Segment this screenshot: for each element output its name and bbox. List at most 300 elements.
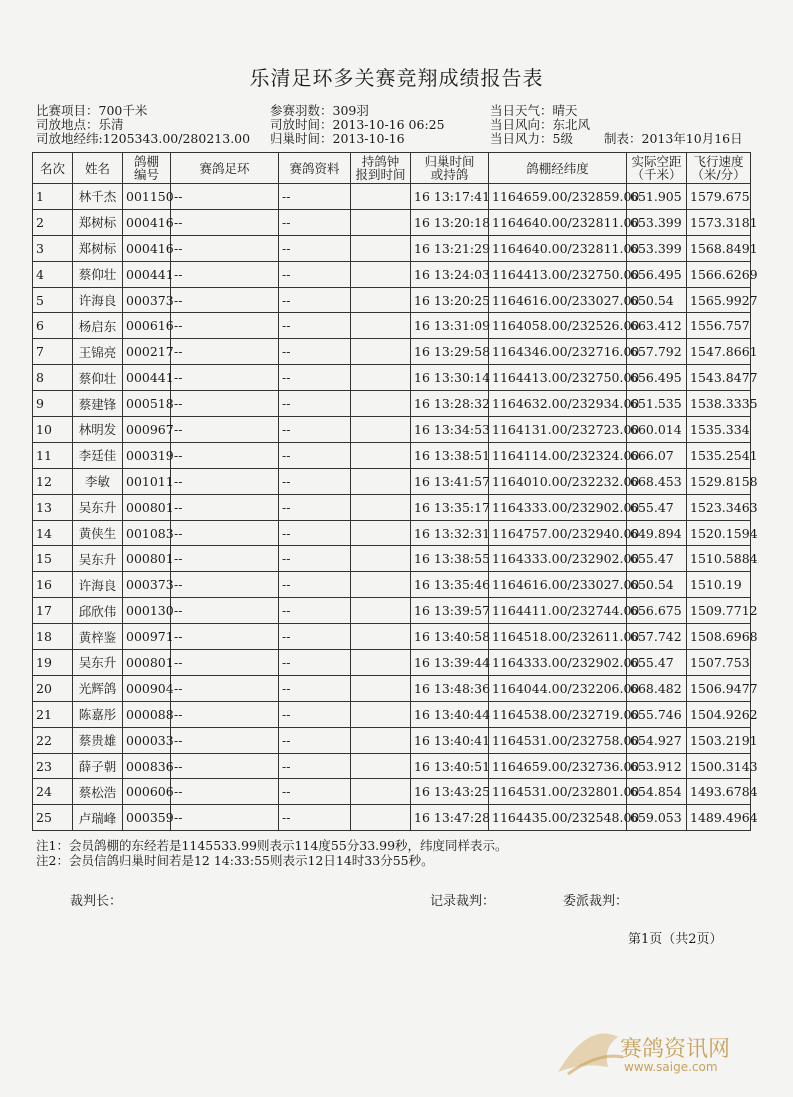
- cell-ring: --: [171, 598, 279, 624]
- cell-rank: 14: [33, 520, 73, 546]
- table-row: [33, 727, 751, 753]
- results-table: [32, 152, 758, 831]
- cell-bird-info: --: [279, 546, 351, 572]
- cell-rank: 21: [33, 701, 73, 727]
- cell-speed: 1489.4964: [687, 805, 751, 831]
- cell-speed: 1565.9927: [687, 287, 751, 313]
- cell-rank: 3: [33, 235, 73, 261]
- cell-name: 陈嘉彤: [73, 701, 123, 727]
- column-header: 飞行速度 （米/分）: [687, 153, 751, 184]
- table-row: [33, 753, 751, 779]
- cell-clock-time: [351, 701, 411, 727]
- cell-loft-id: 000904: [123, 675, 171, 701]
- cell-distance: 654.854: [627, 779, 687, 805]
- cell-rank: 8: [33, 365, 73, 391]
- cell-ring: --: [171, 753, 279, 779]
- table-row: [33, 209, 751, 235]
- cell-speed: 1493.6784: [687, 779, 751, 805]
- meta-column-1: [36, 104, 250, 146]
- cell-bird-info: --: [279, 572, 351, 598]
- cell-rank: 23: [33, 753, 73, 779]
- cell-arrival-time: 16 13:28:32: [411, 391, 489, 417]
- cell-loft-id: 000441: [123, 261, 171, 287]
- table-row: [33, 235, 751, 261]
- cell-loft-id: 001011: [123, 468, 171, 494]
- cell-loft-coords: 1164640.00/232811.00: [489, 209, 627, 235]
- cell-speed: 1579.675: [687, 184, 751, 210]
- cell-arrival-time: 16 13:17:41: [411, 184, 489, 210]
- cell-loft-id: 000836: [123, 753, 171, 779]
- cell-rank: 20: [33, 675, 73, 701]
- table-row: [33, 313, 751, 339]
- cell-loft-coords: 1164346.00/232716.00: [489, 339, 627, 365]
- cell-loft-id: 000441: [123, 365, 171, 391]
- table-row: [33, 572, 751, 598]
- cell-loft-coords: 1164010.00/232232.00: [489, 468, 627, 494]
- cell-loft-id: 000801: [123, 650, 171, 676]
- cell-ring: --: [171, 417, 279, 443]
- cell-clock-time: [351, 650, 411, 676]
- cell-arrival-time: 16 13:40:41: [411, 727, 489, 753]
- cell-distance: 656.495: [627, 261, 687, 287]
- cell-rank: 17: [33, 598, 73, 624]
- meta-entries: 参赛羽数：309羽: [270, 103, 369, 118]
- cell-clock-time: [351, 209, 411, 235]
- note-2: 注2：会员信鸽归巢时间若是12 14:33:55则表示12日14时33分55秒。: [36, 853, 434, 868]
- column-header: 赛鸽资料: [279, 153, 351, 184]
- watermark-url: www.saige.com: [624, 1060, 718, 1074]
- table-row: [33, 261, 751, 287]
- cell-rank: 25: [33, 805, 73, 831]
- cell-arrival-time: 16 13:20:18: [411, 209, 489, 235]
- cell-clock-time: [351, 235, 411, 261]
- cell-speed: 1529.8158: [687, 468, 751, 494]
- cell-loft-id: 000373: [123, 572, 171, 598]
- page-number: 第1页（共2页）: [628, 932, 723, 947]
- cell-speed: 1547.8661: [687, 339, 751, 365]
- meta-column-2: [270, 104, 445, 146]
- cell-rank: 7: [33, 339, 73, 365]
- cell-clock-time: [351, 520, 411, 546]
- cell-loft-coords: 1164616.00/233027.00: [489, 287, 627, 313]
- cell-arrival-time: 16 13:48:36: [411, 675, 489, 701]
- cell-clock-time: [351, 313, 411, 339]
- cell-loft-coords: 1164659.00/232736.00: [489, 753, 627, 779]
- cell-loft-coords: 1164538.00/232719.00: [489, 701, 627, 727]
- cell-distance: 657.792: [627, 339, 687, 365]
- cell-name: 吴东升: [73, 546, 123, 572]
- cell-loft-id: 001083: [123, 520, 171, 546]
- cell-clock-time: [351, 442, 411, 468]
- cell-distance: 657.742: [627, 624, 687, 650]
- cell-rank: 1: [33, 184, 73, 210]
- cell-arrival-time: 16 13:47:28: [411, 805, 489, 831]
- cell-loft-coords: 1164659.00/232859.00: [489, 184, 627, 210]
- table-row: [33, 417, 751, 443]
- cell-ring: --: [171, 468, 279, 494]
- table-row: [33, 391, 751, 417]
- cell-clock-time: [351, 391, 411, 417]
- cell-loft-coords: 1164531.00/232801.00: [489, 779, 627, 805]
- report-title: 乐清足环多关赛竞翔成绩报告表: [249, 66, 544, 90]
- column-header: 姓名: [73, 153, 123, 184]
- cell-arrival-time: 16 13:35:17: [411, 494, 489, 520]
- cell-distance: 655.47: [627, 494, 687, 520]
- cell-bird-info: --: [279, 339, 351, 365]
- cell-loft-coords: 1164058.00/232526.00: [489, 313, 627, 339]
- meta-race-item: 比赛项目：700千米: [36, 103, 148, 118]
- cell-name: 吴东升: [73, 650, 123, 676]
- cell-speed: 1523.3463: [687, 494, 751, 520]
- cell-bird-info: --: [279, 468, 351, 494]
- cell-distance: 655.47: [627, 650, 687, 676]
- cell-ring: --: [171, 572, 279, 598]
- column-header: 赛鸽足环: [171, 153, 279, 184]
- cell-loft-id: 000801: [123, 546, 171, 572]
- table-row: [33, 339, 751, 365]
- table-row: [33, 779, 751, 805]
- cell-distance: 660.014: [627, 417, 687, 443]
- cell-bird-info: --: [279, 442, 351, 468]
- cell-speed: 1568.8491: [687, 235, 751, 261]
- cell-arrival-time: 16 13:41:57: [411, 468, 489, 494]
- cell-bird-info: --: [279, 391, 351, 417]
- cell-arrival-time: 16 13:39:44: [411, 650, 489, 676]
- cell-ring: --: [171, 650, 279, 676]
- cell-ring: --: [171, 520, 279, 546]
- cell-loft-id: 000606: [123, 779, 171, 805]
- cell-speed: 1535.2541: [687, 442, 751, 468]
- cell-rank: 11: [33, 442, 73, 468]
- cell-name: 蔡松浩: [73, 779, 123, 805]
- column-header: 鸽棚经纬度: [489, 153, 627, 184]
- table-row: [33, 365, 751, 391]
- cell-rank: 15: [33, 546, 73, 572]
- cell-loft-coords: 1164640.00/232811.00: [489, 235, 627, 261]
- cell-arrival-time: 16 13:20:25: [411, 287, 489, 313]
- cell-bird-info: --: [279, 805, 351, 831]
- cell-bird-info: --: [279, 598, 351, 624]
- cell-bird-info: --: [279, 235, 351, 261]
- cell-ring: --: [171, 365, 279, 391]
- meta-release-coords: 司放地经纬:1205343.00/280213.00: [36, 131, 251, 146]
- cell-speed: 1520.1594: [687, 520, 751, 546]
- table-row: [33, 624, 751, 650]
- cell-arrival-time: 16 13:38:51: [411, 442, 489, 468]
- cell-ring: --: [171, 184, 279, 210]
- table-row: [33, 650, 751, 676]
- table-header-row: [33, 153, 751, 184]
- cell-rank: 16: [33, 572, 73, 598]
- cell-loft-id: 001150: [123, 184, 171, 210]
- signature-delegated-judge: 委派裁判：: [563, 894, 629, 909]
- cell-ring: --: [171, 339, 279, 365]
- cell-arrival-time: 16 13:30:14: [411, 365, 489, 391]
- cell-name: 蔡仰壮: [73, 261, 123, 287]
- cell-name: 许海良: [73, 287, 123, 313]
- column-header: 归巢时间 或持鸽: [411, 153, 489, 184]
- cell-loft-id: 000416: [123, 235, 171, 261]
- meta-wind-direction: 当日风向：东北风: [490, 117, 591, 132]
- cell-loft-coords: 1164632.00/232934.00: [489, 391, 627, 417]
- cell-loft-coords: 1164333.00/232902.00: [489, 494, 627, 520]
- cell-clock-time: [351, 624, 411, 650]
- meta-column-3: [490, 104, 590, 146]
- cell-rank: 2: [33, 209, 73, 235]
- signature-recording-judge: 记录裁判：: [430, 894, 496, 909]
- cell-clock-time: [351, 339, 411, 365]
- cell-distance: 649.894: [627, 520, 687, 546]
- meta-made-date: 制表：2013年10月16日: [604, 131, 743, 146]
- cell-bird-info: --: [279, 753, 351, 779]
- cell-loft-id: 000416: [123, 209, 171, 235]
- cell-bird-info: --: [279, 184, 351, 210]
- cell-clock-time: [351, 494, 411, 520]
- cell-name: 杨启东: [73, 313, 123, 339]
- cell-loft-id: 000971: [123, 624, 171, 650]
- cell-arrival-time: 16 13:40:44: [411, 701, 489, 727]
- column-header: 实际空距 （千米）: [627, 153, 687, 184]
- cell-distance: 656.495: [627, 365, 687, 391]
- cell-ring: --: [171, 235, 279, 261]
- notes: [36, 838, 508, 868]
- cell-rank: 6: [33, 313, 73, 339]
- cell-speed: 1504.9262: [687, 701, 751, 727]
- cell-clock-time: [351, 287, 411, 313]
- cell-clock-time: [351, 365, 411, 391]
- table-row: [33, 468, 751, 494]
- cell-name: 林明发: [73, 417, 123, 443]
- signature-chief-judge: 裁判长：: [70, 894, 123, 909]
- meta-release-time: 司放时间：2013-10-16 06:25: [270, 117, 445, 132]
- cell-bird-info: --: [279, 624, 351, 650]
- cell-rank: 24: [33, 779, 73, 805]
- cell-arrival-time: 16 13:38:55: [411, 546, 489, 572]
- cell-arrival-time: 16 13:35:46: [411, 572, 489, 598]
- cell-distance: 666.07: [627, 442, 687, 468]
- cell-loft-coords: 1164518.00/232611.00: [489, 624, 627, 650]
- cell-name: 黄梓鉴: [73, 624, 123, 650]
- meta-release-place: 司放地点：乐清: [36, 117, 124, 132]
- cell-name: 李廷佳: [73, 442, 123, 468]
- cell-speed: 1573.3181: [687, 209, 751, 235]
- cell-rank: 22: [33, 727, 73, 753]
- watermark-name: 赛鸽资讯网: [620, 1037, 731, 1062]
- cell-ring: --: [171, 675, 279, 701]
- cell-speed: 1556.757: [687, 313, 751, 339]
- cell-rank: 5: [33, 287, 73, 313]
- cell-arrival-time: 16 13:32:31: [411, 520, 489, 546]
- cell-clock-time: [351, 417, 411, 443]
- cell-name: 邱欣伟: [73, 598, 123, 624]
- cell-loft-id: 000616: [123, 313, 171, 339]
- cell-bird-info: --: [279, 701, 351, 727]
- column-header: 鸽棚 编号: [123, 153, 171, 184]
- cell-ring: --: [171, 624, 279, 650]
- note-1: 注1：会员鸽棚的东经若是1145533.99则表示114度55分33.99秒，纬度同样表示。: [36, 838, 508, 853]
- cell-bird-info: --: [279, 494, 351, 520]
- cell-distance: 653.399: [627, 235, 687, 261]
- cell-distance: 655.746: [627, 701, 687, 727]
- cell-name: 李敏: [73, 468, 123, 494]
- cell-speed: 1509.7712: [687, 598, 751, 624]
- cell-speed: 1510.19: [687, 572, 751, 598]
- cell-arrival-time: 16 13:29:58: [411, 339, 489, 365]
- meta-wind-force: 当日风力：5级: [490, 131, 573, 146]
- cell-bird-info: --: [279, 520, 351, 546]
- cell-loft-id: 000967: [123, 417, 171, 443]
- cell-distance: 651.535: [627, 391, 687, 417]
- table-row: [33, 494, 751, 520]
- table-row: [33, 675, 751, 701]
- cell-bird-info: --: [279, 417, 351, 443]
- cell-ring: --: [171, 261, 279, 287]
- cell-name: 王锦亮: [73, 339, 123, 365]
- cell-loft-coords: 1164411.00/232744.00: [489, 598, 627, 624]
- cell-ring: --: [171, 546, 279, 572]
- cell-loft-coords: 1164333.00/232902.00: [489, 546, 627, 572]
- cell-bird-info: --: [279, 727, 351, 753]
- cell-clock-time: [351, 805, 411, 831]
- cell-loft-id: 000130: [123, 598, 171, 624]
- table-row: [33, 287, 751, 313]
- table-row: [33, 442, 751, 468]
- cell-bird-info: --: [279, 313, 351, 339]
- table-row: [33, 184, 751, 210]
- table-row: [33, 598, 751, 624]
- meta-return-time: 归巢时间：2013-10-16: [270, 131, 405, 146]
- cell-speed: 1510.5884: [687, 546, 751, 572]
- cell-clock-time: [351, 572, 411, 598]
- cell-loft-id: 000801: [123, 494, 171, 520]
- cell-loft-coords: 1164435.00/232548.00: [489, 805, 627, 831]
- cell-distance: 650.54: [627, 287, 687, 313]
- cell-speed: 1500.3143: [687, 753, 751, 779]
- cell-loft-id: 000373: [123, 287, 171, 313]
- cell-name: 卢瑞峰: [73, 805, 123, 831]
- cell-name: 蔡贵雄: [73, 727, 123, 753]
- cell-clock-time: [351, 753, 411, 779]
- cell-loft-coords: 1164044.00/232206.00: [489, 675, 627, 701]
- cell-name: 蔡仰壮: [73, 365, 123, 391]
- cell-rank: 18: [33, 624, 73, 650]
- cell-arrival-time: 16 13:34:53: [411, 417, 489, 443]
- cell-ring: --: [171, 391, 279, 417]
- table-row: [33, 805, 751, 831]
- cell-bird-info: --: [279, 779, 351, 805]
- cell-name: 郑树标: [73, 235, 123, 261]
- cell-loft-id: 000518: [123, 391, 171, 417]
- cell-arrival-time: 16 13:21:29: [411, 235, 489, 261]
- cell-loft-coords: 1164333.00/232902.00: [489, 650, 627, 676]
- cell-distance: 668.482: [627, 675, 687, 701]
- cell-arrival-time: 16 13:43:25: [411, 779, 489, 805]
- cell-name: 黄侠生: [73, 520, 123, 546]
- cell-loft-id: 000319: [123, 442, 171, 468]
- cell-speed: 1508.6968: [687, 624, 751, 650]
- cell-bird-info: --: [279, 365, 351, 391]
- column-header: 持鸽钟 报到时间: [351, 153, 411, 184]
- cell-loft-coords: 1164131.00/232723.00: [489, 417, 627, 443]
- cell-loft-coords: 1164413.00/232750.00: [489, 261, 627, 287]
- cell-rank: 12: [33, 468, 73, 494]
- cell-ring: --: [171, 701, 279, 727]
- cell-distance: 650.54: [627, 572, 687, 598]
- cell-name: 林千杰: [73, 184, 123, 210]
- cell-name: 郑树标: [73, 209, 123, 235]
- cell-speed: 1506.9477: [687, 675, 751, 701]
- table-row: [33, 701, 751, 727]
- cell-speed: 1507.753: [687, 650, 751, 676]
- cell-name: 薛子朝: [73, 753, 123, 779]
- cell-loft-coords: 1164616.00/233027.00: [489, 572, 627, 598]
- cell-clock-time: [351, 468, 411, 494]
- cell-loft-coords: 1164531.00/232758.00: [489, 727, 627, 753]
- cell-distance: 653.912: [627, 753, 687, 779]
- cell-distance: 659.053: [627, 805, 687, 831]
- cell-loft-coords: 1164114.00/232324.00: [489, 442, 627, 468]
- cell-distance: 668.453: [627, 468, 687, 494]
- cell-speed: 1503.2191: [687, 727, 751, 753]
- cell-rank: 4: [33, 261, 73, 287]
- cell-clock-time: [351, 184, 411, 210]
- cell-rank: 19: [33, 650, 73, 676]
- cell-name: 吴东升: [73, 494, 123, 520]
- cell-bird-info: --: [279, 287, 351, 313]
- cell-loft-id: 000359: [123, 805, 171, 831]
- cell-clock-time: [351, 598, 411, 624]
- cell-loft-coords: 1164413.00/232750.00: [489, 365, 627, 391]
- cell-loft-coords: 1164757.00/232940.00: [489, 520, 627, 546]
- cell-arrival-time: 16 13:40:51: [411, 753, 489, 779]
- cell-ring: --: [171, 209, 279, 235]
- cell-distance: 654.927: [627, 727, 687, 753]
- meta-weather: 当日天气：晴天: [490, 103, 578, 118]
- cell-ring: --: [171, 494, 279, 520]
- cell-clock-time: [351, 727, 411, 753]
- cell-ring: --: [171, 313, 279, 339]
- cell-loft-id: 000033: [123, 727, 171, 753]
- cell-loft-id: 000217: [123, 339, 171, 365]
- cell-distance: 653.399: [627, 209, 687, 235]
- cell-arrival-time: 16 13:40:58: [411, 624, 489, 650]
- cell-clock-time: [351, 261, 411, 287]
- cell-bird-info: --: [279, 261, 351, 287]
- cell-bird-info: --: [279, 675, 351, 701]
- cell-speed: 1543.8477: [687, 365, 751, 391]
- cell-arrival-time: 16 13:39:57: [411, 598, 489, 624]
- cell-distance: 655.47: [627, 546, 687, 572]
- cell-speed: 1538.3335: [687, 391, 751, 417]
- cell-name: 许海良: [73, 572, 123, 598]
- cell-rank: 9: [33, 391, 73, 417]
- cell-distance: 663.412: [627, 313, 687, 339]
- cell-bird-info: --: [279, 209, 351, 235]
- column-header: 名次: [33, 153, 73, 184]
- cell-name: 光辉鸽: [73, 675, 123, 701]
- cell-loft-id: 000088: [123, 701, 171, 727]
- cell-clock-time: [351, 779, 411, 805]
- cell-distance: 656.675: [627, 598, 687, 624]
- cell-clock-time: [351, 546, 411, 572]
- cell-clock-time: [351, 675, 411, 701]
- table-row: [33, 520, 751, 546]
- cell-name: 蔡建锋: [73, 391, 123, 417]
- cell-rank: 10: [33, 417, 73, 443]
- cell-speed: 1535.334: [687, 417, 751, 443]
- cell-bird-info: --: [279, 650, 351, 676]
- cell-distance: 651.905: [627, 184, 687, 210]
